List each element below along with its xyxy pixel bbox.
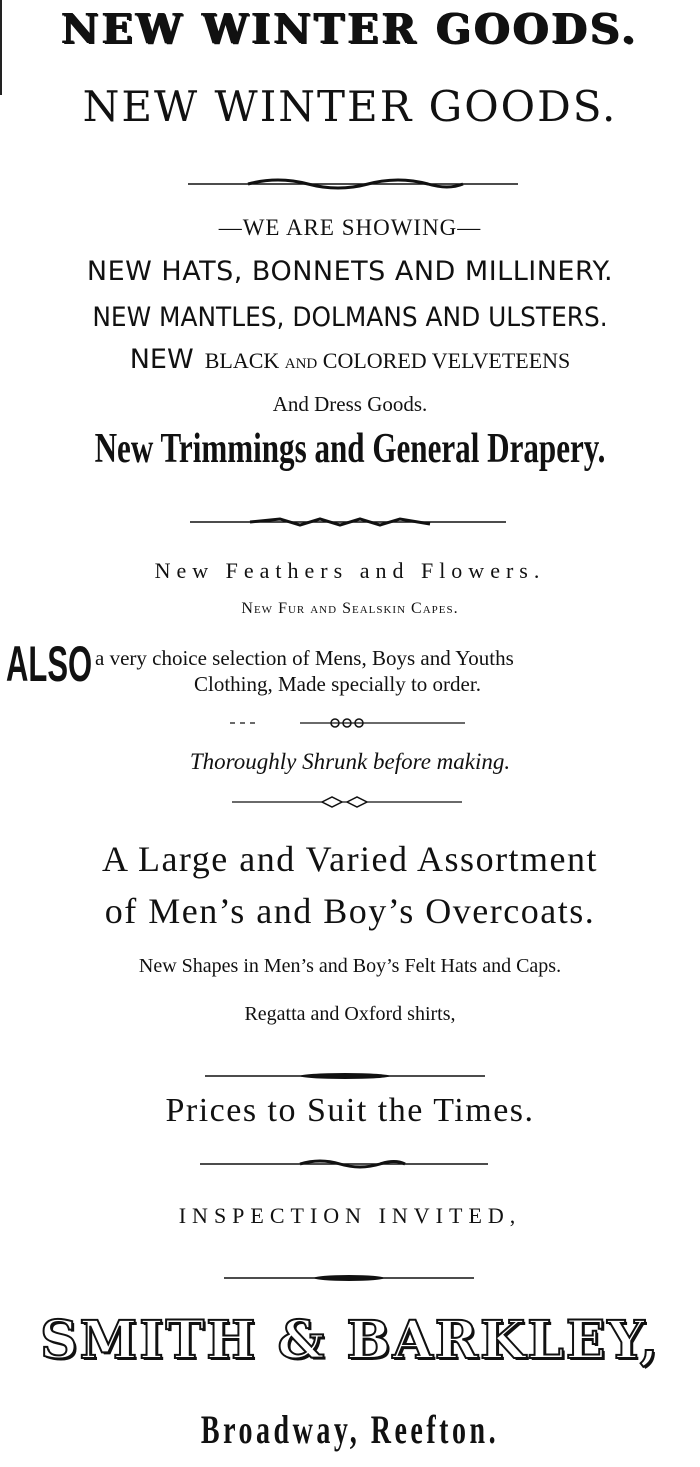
also-line-2: Clothing, Made specially to order.: [194, 672, 481, 696]
inspection-invited-line: INSPECTION INVITED,: [178, 1203, 522, 1228]
felt-hats-line: New Shapes in Men’s and Boy’s Felt Hats and Caps.: [138, 955, 562, 977]
velveteens-new-word: NEW: [129, 344, 194, 375]
ornament-divider-1: [188, 174, 518, 194]
ornament-divider-5: [205, 1068, 485, 1084]
velveteens-rest: COLORED VELVETEENS: [322, 348, 571, 373]
overcoats-line: of Men’s and Boy’s Overcoats.: [104, 891, 596, 931]
mantles-line: NEW MANTLES, DOLMANS AND ULSTERS.: [92, 302, 608, 333]
address-line: Broadway, Reefton.: [200, 1407, 500, 1452]
large-assortment-line: A Large and Varied Assortment: [101, 839, 599, 879]
hats-line: NEW HATS, BONNETS AND MILLINERY.: [86, 256, 614, 287]
shrunk-line: Thoroughly Shrunk before making.: [189, 749, 511, 774]
trimmings-line: New Trimmings and General Drapery.: [94, 426, 606, 472]
ornament-divider-6: [200, 1155, 488, 1173]
dress-goods-line: And Dress Goods.: [272, 392, 428, 416]
velveteens-line: [0, 344, 700, 375]
we-are-showing-line: —WE ARE SHOWING—: [218, 215, 482, 240]
ornament-divider-7: [224, 1270, 474, 1286]
sub-banner-heading: NEW WINTER GOODS.: [82, 82, 618, 131]
velveteens-and-word: AND: [284, 356, 318, 372]
ornament-divider-2: [190, 512, 506, 532]
top-banner-heading: NEW WINTER GOODS.: [61, 5, 639, 53]
also-line-1: a very choice selection of Mens, Boys and Youths: [95, 646, 514, 670]
fur-capes-line: New Fur and Sealskin Capes.: [241, 600, 459, 617]
ornament-divider-3: [225, 715, 475, 731]
firm-name: SMITH & BARKLEY,: [40, 1310, 660, 1371]
prices-line: Prices to Suit the Times.: [165, 1092, 535, 1129]
ornament-divider-4: [232, 794, 462, 810]
velveteens-black-word: BLACK: [204, 348, 280, 373]
feathers-line: New Feathers and Flowers.: [154, 558, 546, 583]
also-word: ALSO: [6, 636, 93, 692]
regatta-shirts-line: Regatta and Oxford shirts,: [244, 1003, 456, 1025]
